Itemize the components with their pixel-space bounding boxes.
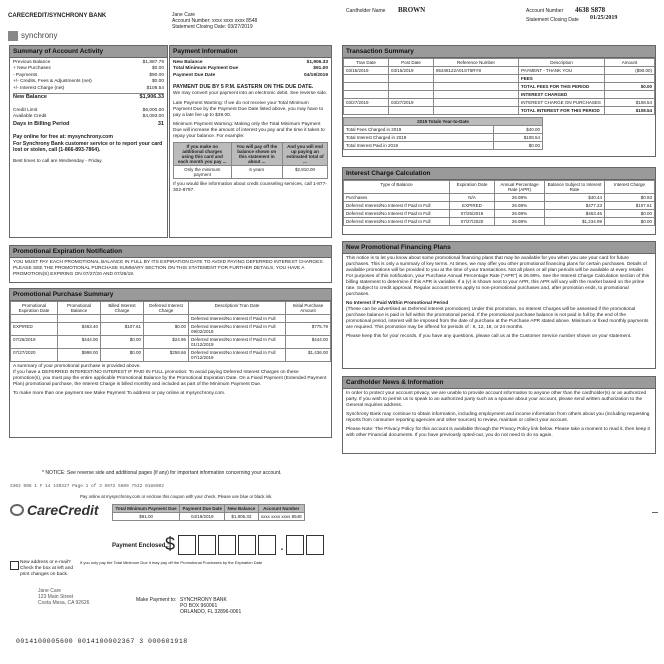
min-warning-text: Minimum Payment Warning: Making only the Total Minimum Payment Due will increase the amount of interest you pay and the time it takes to repay your balance. For example: [173,121,325,139]
payment-panel [169,45,332,238]
new-promo-p1: This notice is to let you know about some promotional financing plans that may be available for you when you use your card for future purchases. This is only a summary of key terms. At times, we may offer you other promotional financing plans for certain purchases. Details of available promotions will be provided to you at the time of your transactions. Not all plans or all plan periods will be available at every retailer. For purposes of this notification, your Purchase Annual Percentage Rate ("APR") is 26.99%. See the Interest Charge Calculation section of this billing statement to determine if this APR is variable. If a (v) is shown next to your APR, this APR will vary with the market based on the prime rate. Subject to credit approval. Regular account terms apply to non-promotional purchases and, after promotion ends, to promotional purchases. [346,256,650,297]
interest-panel [342,167,656,235]
counseling-text: If you would like information about credit counseling services, call 1-877-302-8797. [173,181,327,193]
amount-digit-box[interactable] [218,535,236,555]
table-header: You will pay off the balance shown on this statement in about ... [231,142,282,165]
account-number-line: Account Number: xxxx xxxx xxxx 8548 [172,18,258,24]
coupon-table [112,504,305,521]
promo-summary-panel [9,288,332,438]
table-row: TOTAL INTEREST FOR THIS PERIOD $108.54 [344,107,655,115]
due-by-note: We may convert your payment into an electronic debit. See reverse side. [173,91,328,97]
new-promo-p3: Please keep this for your records. If you have any questions, please call us at the Customer Service number shown on your statement. [346,333,632,339]
table-row: Deferred Interest/No Interest If Paid In Full 07/27/2020 26.99% $1,234.99 $0.00 [344,218,655,226]
customer-address: Jane Care 123 Main Street Costa Mesa, CA 92626 [38,588,90,606]
table-header: And you will end up paying an estimated total of ... [282,142,327,165]
news-title: Cardholder News & Information [343,377,655,389]
promo-note-3: To make more than one payment see Make Payment To address or pay online at mysynchrony.com. [13,390,226,396]
promo-summary-table [10,301,331,362]
summary-row: Previous Balance $1,887.79 [13,60,164,65]
synchrony-logo: synchrony [8,31,57,41]
promo-note-2: If you have a DEFERRED INTEREST/NO INTEREST IF PAID IN FULL promotion: To avoid paying Deferred Interest Charges on these promotion(s), you must pay the entire applicable Promotional Balance by the Promotional Expiration Date. On a Fixed Payment (Extended Payment Plan) promotional purchase, the Interest Charge is billed monthly and included as part of the Minimum Payment Due. [13,369,327,387]
customer-service-text: For Synchrony Bank customer service or to report your card lost or stolen, call (1-866-893-7864). [13,140,163,154]
table-row: Deferred Interest/No Interest If Paid In Full [11,315,331,323]
margin-mark [652,512,658,513]
table-row: Deferred Interest/No Interest If Paid In Full EXPIRED 26.99% $477.23 $107.61 [344,202,655,210]
table-row: 07/27/2020 $998.00 $0.00 $258.66 Deferred Interest/No Interest If Paid In Full 07/12/2019 $1,436.00 [11,349,331,362]
table-row: Total Interest Paid in 2019 $0.00 [344,142,543,150]
closing-label: Statement Closing Date [526,17,579,23]
promo-expiration-title: Promotional Expiration Notification [10,246,331,258]
coupon-pay-online: Pay online at mysynchrony.com or enclose this coupon with your check. Please use blue or black ink. [80,494,273,499]
transactions-panel [342,45,656,157]
paid-note: If you only pay the Total Minimum Due it may pay off the Promotional Purchases by the Expiration Date [80,560,263,565]
news-p3: Please Note: The Privacy Policy for this account is available through the Privacy Policy link below. Please take a moment to read it, then keep it with other Financial documents. If you have previously opted-out, you do not need to do so again. [346,426,650,438]
summary-title: Summary of Account Activity [10,46,167,58]
amount-digit-box[interactable] [198,535,216,555]
pay-online-text: Pay online for free at: mysynchrony.com [13,134,113,141]
closing-value: 01/25/2019 [590,15,618,21]
interest-table [343,180,655,226]
account-value: 4638 S878 [575,6,606,14]
promo-expiration-panel [9,245,332,283]
amount-digit-box[interactable] [178,535,196,555]
summary-row: +/- Interest Charge (net) $108.54 [13,85,164,91]
table-row: FEES [344,75,655,83]
news-panel [342,376,656,454]
min-payment-table [173,142,328,179]
amount-digit-box[interactable] [286,535,304,555]
table-header-row: Total Minimum Payment Due Payment Due Date New Balance Account Number [113,505,305,513]
credit-limit-row: Credit Limit $6,000.00 [13,107,164,113]
account-header [172,12,257,30]
table-row: Total Interest Charged in 2019 $108.54 [344,134,543,142]
closing-date-line: Statement Closing Date: 03/27/2019 [172,24,253,30]
new-promo-panel [342,241,656,369]
news-p1: In order to protect your account privacy, we are unable to provide account information to anyone other than the cardholder(s) or an authorized party. If you wish to permit us to speak to an authorized party such as a spouse about your account, please send written authorization to the General Inquiries address. [346,391,647,408]
carecredit-logo: CareCredit [10,502,99,518]
carecredit-logo-icon [10,504,24,516]
customer-name: Jane Care [172,12,196,18]
bank-name: CARECREDIT/SYNCHRONY BANK [8,13,107,19]
synchrony-logo-icon [8,31,18,41]
table-header: If you make no additional charges using this card and each month you pay ... [174,142,232,165]
promo-expiration-text: YOU MUST PAY EACH PROMOTIONAL BALANCE IN FULL BY ITS EXPIRATION DATE TO AVOID PAYING DEFERRED INTEREST CHARGES. PLEASE SEE THE PROMOTIONAL PURCHASE SUMMARY SECTION ON THIS STATEMENT FOR FURTHER DETAILS. YOU HAVE A PROMOTION(S) EXPIRING ON 07/27/20 AND 07/26/19. [13,260,324,277]
promo-summary-title: Promotional Purchase Summary [10,289,331,301]
scanline-bottom: 0014100005600 0014100002367 3 000601918 [16,638,188,645]
days-billing-row: Days in Billing Period 31 [13,120,164,127]
table-row: Purchases N/A 26.99% $40.44 $0.93 [344,194,655,202]
payment-enclosed-boxes[interactable]: $ . [165,534,326,555]
table-row: 03/27/2019 03/27/2019 INTEREST CHARGE ON PURCHASES $108.54 [344,99,655,107]
table-row: 03/15/2019 03/15/2019 85348122A01ST5RY8 PAYMENT - THANK YOU ($90.00) [344,67,655,75]
interest-title: Interest Charge Calculation [343,168,655,180]
new-promo-title: New Promotional Financing Plans [343,242,655,254]
address-change-text: New address or e-mail? Check the box at left and print changes on back. [20,560,74,577]
payment-new-balance: New Balance $1,906.33 [173,60,328,65]
ytd-table [343,117,543,150]
table-row: 07/26/2019 $444.00 $0.00 $24.96 Deferred Interest/No Interest If Paid In Full 01/12/2019 $444.00 [11,336,331,349]
table-header-row: Type of Balance Expiration Date Annual Percentage Rate (APR) Balance Subject to Interest Rate Interest Charge [344,181,655,194]
pay-to-label: Make Payment to: [136,597,177,603]
amount-digit-box[interactable] [238,535,256,555]
payment-enclosed-label: Payment Enclosed : [112,543,170,549]
summary-row: +/- Credits, Fees & Adjustments (net) $0.00 [13,79,164,85]
table-header-row: Tran Date Post Date Reference Number Description Amount [344,59,655,67]
table-header-row: Promotional Expiration Date Promotional Balance Billed Interest Charge Deferred Interest Charge Description/ Tran Date Initial Purchase Amount [11,302,331,315]
amount-digit-box[interactable] [306,535,324,555]
promo-note-1: A summary of your promotional purchase is provided above. [13,364,141,369]
new-promo-p2: (These can be advertised as Deferred interest promotions) Under this promotion, no Interest Charges will be assessed if the promotional purchase balance is paid in full within the promotional period. If the promotional purchase balance is not paid in full by the end of the promotional period, interest will be imposed from the date of purchase at the Purchase APR stated above. Minimum or fixed monthly payments are required. This promotion may be offered for periods of : 6, 12, 18, or 24 months. [346,306,649,330]
cardholder-label: Cardholder Name [346,8,386,14]
table-row: Total Fees Charged in 2019 $40.00 [344,126,543,134]
transactions-title: Transaction Summary [343,46,655,58]
due-by-text: PAYMENT DUE BY 5 P.M. EASTERN ON THE DUE DATE. [173,84,314,91]
available-credit-row: Available Credit $4,093.00 [13,114,164,120]
dollar-sign: $ [165,534,176,554]
account-label: Account Number [526,8,564,14]
table-row: Only the minimum payment 6 years $2,810.00 [174,165,328,178]
payment-due-date: Payment Due Date 04/19/2019 [173,72,328,78]
news-p2: Synchrony Bank may continue to obtain information, including employment and income information from others about you (including requesting reports from consumer reporting agencies and other sources) to review, maintain or collect your account. [346,411,650,423]
table-row: $91.00 04/19/2019 $1,906.33 xxxx xxxx xxxx 8548 [113,513,305,521]
ytd-title: 2019 Totals Year-to-Date [344,118,543,126]
summary-panel [9,45,168,238]
coupon-notice: * NOTICE: See reverse side and additional pages (if any) for important information concerning your account. [42,470,282,476]
table-row: EXPIRED $463.40 $107.61 $0.00 Deferred Interest/No Interest If Paid In Full 09/02/2018 $775.79 [11,323,331,336]
transactions-table [343,58,655,115]
payment-min-due: Total Minimum Payment Due $91.00 [173,66,328,72]
summary-row: + New Purchases $0.00 [13,66,164,72]
late-warning-text: Late Payment Warning: If we do not receive your Total Minimum Payment Due by the Payment Due Date listed above, you may have to pay a late fee up to $39.00. [173,101,324,118]
table-row: INTEREST CHARGED [344,91,655,99]
summary-new-balance: New Balance $1,906.33 [13,94,164,101]
summary-row: - Payments $90.00 [13,72,164,78]
new-promo-subtitle: No Interest if Paid Within Promotional Period [346,300,449,306]
table-row: TOTAL FEES FOR THIS PERIOD $0.00 [344,83,655,91]
scanline-top: S302 D08 1 F 14 130327 Page 1 of 3 8972 5600 7532 0188002 [10,484,164,489]
cardholder-value: BROWN [398,6,426,14]
address-change-checkbox[interactable] [10,561,19,570]
table-row: Deferred Interest/No Interest If Paid In Full 07/26/2019 26.99% $463.46 $0.00 [344,210,655,218]
payment-title: Payment Information [170,46,331,58]
best-times-text: Best times to call are Wednesday - Friday. [13,158,103,164]
pay-to-address: SYNCHRONY BANK PO BOX 960061 ORLANDO, FL 32896-0061 [180,597,242,615]
amount-digit-box[interactable] [258,535,276,555]
